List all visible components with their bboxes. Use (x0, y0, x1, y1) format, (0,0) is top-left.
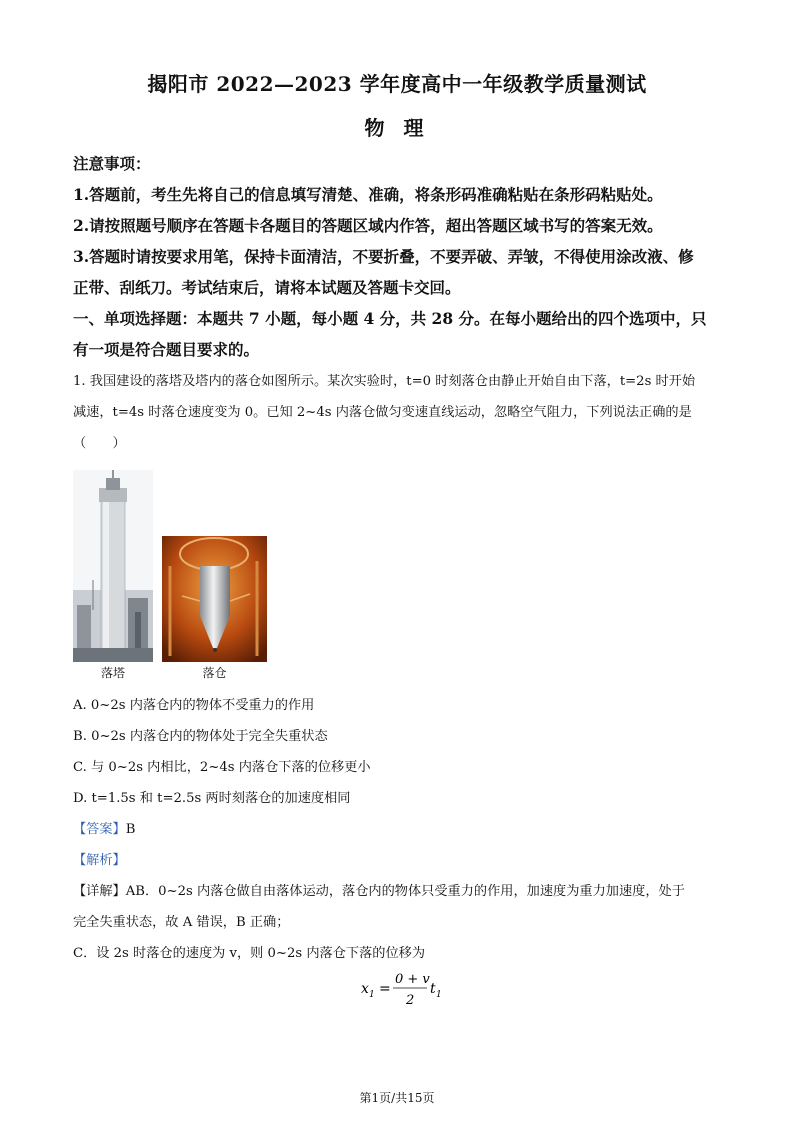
notice-item: 2.请按照题号顺序在答题卡各题目的答题区域内作答，超出答题区域书写的答案无效。 (73, 216, 663, 235)
analysis-line (73, 849, 723, 868)
notice-heading: 注意事项： (73, 154, 151, 173)
drop-tower-photo (73, 470, 153, 662)
formula-numerator: 0 + v (395, 972, 430, 987)
section-heading-cont: 有一项是符合题目要求的。 (73, 340, 260, 359)
notice-item: 正带、刮纸刀。考试结束后，请将本试题及答题卡交回。 (73, 278, 461, 297)
formula-denominator: 2 (406, 993, 415, 1008)
answer-line (73, 818, 723, 837)
answer-tag: 【答案】 (73, 822, 126, 837)
formula-rhs-sub: 1 (436, 990, 442, 1000)
notice-item: 3.答题时请按要求用笔，保持卡面清洁，不要折叠，不要弄破、弄皱，不得使用涂改液、修 (73, 247, 694, 266)
formula-eq: = (379, 981, 391, 997)
detail-line (73, 880, 723, 899)
formula-rhs: t (430, 981, 436, 997)
page-footer: 第1页/共15页 (359, 1091, 435, 1105)
question-stem: 1. 我国建设的落塔及塔内的落仓如图所示。某次实验时，t=0 时刻落仓由静止开始自由下落，t=2s 时开始 (73, 374, 696, 389)
option-c: C. 与 0~2s 内相比，2~4s 内落仓下落的位移更小 (73, 760, 371, 775)
formula-lhs-sub: 1 (369, 990, 375, 1000)
detail-text: C．设 2s 时落仓的速度为 v，则 0~2s 内落仓下落的位移为 (73, 946, 426, 961)
formula-lhs: x (361, 981, 369, 997)
detail-text: AB．0~2s 内落仓做自由落体运动，落仓内的物体只受重力的作用，加速度为重力加速度，处于 (125, 884, 685, 899)
analysis-tag: 【解析】 (73, 853, 126, 868)
question-blank: （ ） (73, 436, 126, 451)
option-b: B. 0~2s 内落仓内的物体处于完全失重状态 (73, 729, 328, 744)
option-d: D. t=1.5s 和 t=2.5s 两时刻落仓的加速度相同 (73, 791, 351, 806)
notice-item: 1.答题前，考生先将自己的信息填写清楚、准确，将条形码准确粘贴在条形码粘贴处。 (73, 185, 663, 204)
drop-capsule-photo (162, 536, 267, 662)
figure-label: 落仓 (202, 666, 227, 680)
subject-title: 物 理 (364, 116, 430, 140)
question-stem: 减速，t=4s 时落仓速度变为 0。已知 2~4s 内落仓做匀变速直线运动，忽略空气阻力，下列说法正确的是 (73, 405, 692, 420)
answer-value: B (125, 822, 136, 837)
figure-label: 落塔 (100, 666, 125, 680)
detail-text: 完全失重状态，故 A 错误，B 正确； (73, 915, 290, 930)
detail-tag: 【详解】 (73, 884, 126, 899)
section-heading: 一、单项选择题：本题共 7 小题，每小题 4 分，共 28 分。在每小题给出的四个选项中，只 (73, 309, 707, 328)
displacement-formula (355, 963, 455, 1013)
exam-title: 揭阳市 2022—2023 学年度高中一年级教学质量测试 (147, 72, 647, 96)
option-a: A. 0~2s 内落仓内的物体不受重力的作用 (73, 698, 315, 713)
